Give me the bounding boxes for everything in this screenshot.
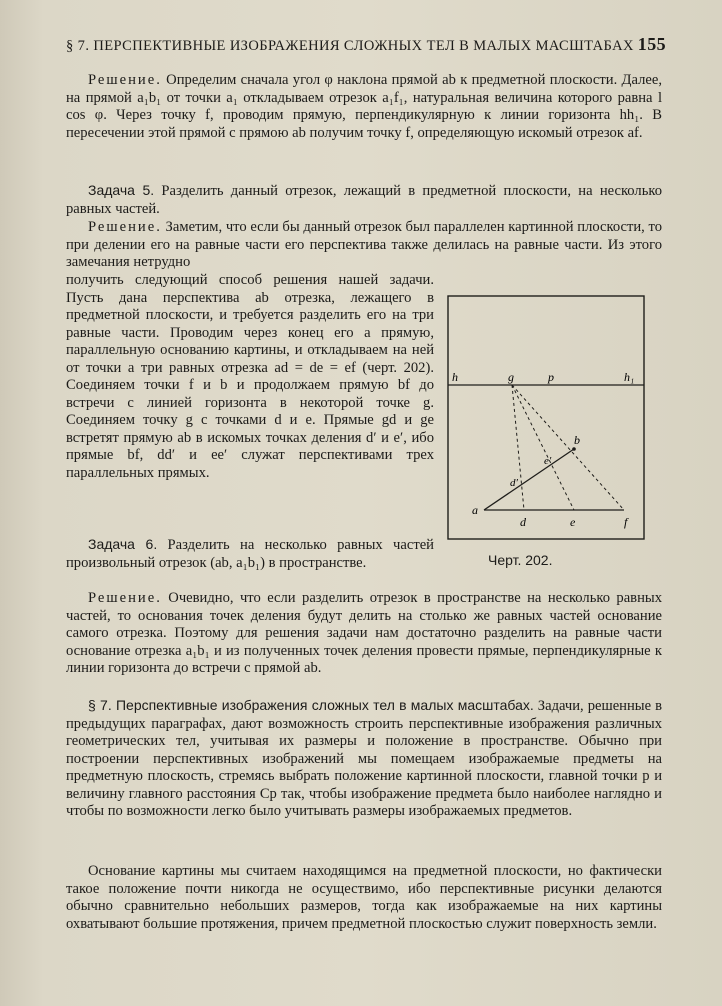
- solution-text: Определим сначала угол φ наклона прямой ab к предметной плоскости. Далее, на прямой a₁b₁ от точки a₁ откладываем отрезок a₁f₁, натуральная величина которого равна l cos φ. Через точку f, проводим прямую, перпендикулярную к линии горизонта hh₁. В пересечении этой прямой с прямою ab получим точку f, определяющую искомый отрезок af.: [66, 72, 662, 141]
- paragraph-task-6: [66, 536, 434, 572]
- task-lead: Задача 6.: [88, 536, 158, 552]
- perspective-drawing: [446, 294, 648, 544]
- solution-text: Очевидно, что если разделить отрезок в пространстве на несколько равных частей, то основания точек деления будут делить на столько же равных частей основание самого отрезка. Поэтому для решения задачи нам достаточно разделить на равные части основание отрезка a₁b₁ и из полученных точек деления провести прямые, перпендикулярные к линии горизонта до встречи с прямой ab.: [66, 590, 662, 677]
- paragraph-section-7: [66, 697, 662, 821]
- label-e-prime: e′: [544, 455, 552, 467]
- solution-lead: Решение.: [88, 219, 162, 235]
- solution-continuation: получить следующий способ решения нашей задачи. Пусть дана перспектива ab отрезка, лежащего в предметной плоскости, и требуется разделить его на три равные части. Проводим через конец его a прямую, параллельную основанию картины, и откладываем на ней от точки a три равных отрезка ad = de = ef (черт. 202). Соединяем точки f и b и продолжаем прямую bf до встречи с линией горизонта в некоторой точке g. Соединяем точку g с точками d и e. Прямые gd и ge встретят прямую ab в искомых точках деления d′ и e′, ибо прямые bf, dd′ и ee′ служат перспективами трех параллельных прямых.: [66, 272, 434, 482]
- paragraph-solution-2: [66, 219, 662, 272]
- solution-lead: Решение.: [88, 590, 162, 606]
- section-text: Задачи, решенные в предыдущих параграфах, дают возможность строить перспективные изображения различных геометрических тел, учитывая их размеры и положение в пространстве. Обычно при построении перспективных изображений мы помещаем изображаемые предметы на предметную плоскость, стремясь выбрать положение картинной плоскости, главной точки p и величину главного расстояния Cp так, чтобы изображение предмета было наиболее наглядно и чтобы по возможности легко было учитывать размеры изображаемых предметов.: [66, 698, 662, 820]
- label-h: h: [452, 370, 458, 384]
- page-number: 155: [637, 34, 666, 54]
- header-title: § 7. ПЕРСПЕКТИВНЫЕ ИЗОБРАЖЕНИЯ СЛОЖНЫХ ТЕЛ В МАЛЫХ МАСШТАБАХ: [66, 38, 634, 54]
- point-b: [572, 447, 576, 451]
- label-d-prime: d′: [510, 477, 518, 489]
- solution-text: Заметим, что если бы данный отрезок был параллелен картинной плоскости, то при делении его на равные части его перспектива также делилась на равные части. Из этого замечания нетрудно: [66, 219, 662, 271]
- line-gd: [512, 385, 524, 510]
- label-h1: h₁: [624, 370, 635, 384]
- paragraph-task-5: [66, 182, 662, 218]
- label-a: a: [472, 503, 478, 517]
- label-f: f: [624, 515, 628, 529]
- figure-202: [446, 294, 648, 544]
- task-text: Разделить данный отрезок, лежащий в предметной плоскости, на несколько равных частей.: [66, 183, 662, 217]
- label-p: p: [548, 370, 554, 384]
- label-b: b: [574, 433, 580, 447]
- section-heading: § 7. Перспективные изображения сложных тел в малых масштабах.: [88, 697, 534, 713]
- paragraph-closing: [66, 863, 662, 933]
- task-text: Разделить на несколько равных частей произвольный отрезок (ab, a₁b₁) в пространстве.: [66, 537, 434, 571]
- segment-ab: [484, 449, 574, 510]
- paragraph-solution-1: [66, 72, 662, 142]
- paragraph-solution-2-cont: [66, 272, 434, 483]
- figure-caption: Черт. 202.: [488, 552, 553, 568]
- label-d: d: [520, 515, 526, 529]
- task-lead: Задача 5.: [88, 182, 155, 198]
- line-gf: [512, 385, 624, 510]
- solution-lead: Решение.: [88, 72, 162, 88]
- closing-text: Основание картины мы считаем находящимся на предметной плоскости, но фактически такое положение почти никогда не осуществимо, ибо перспективные рисунки делаются обычно сравнительно небольших размеров, тогда как изображаемые на них картины охватывают большие протяжения, причем предметной плоскостью служит поверхность земли.: [66, 863, 662, 932]
- label-e: e: [570, 515, 576, 529]
- label-g: g: [508, 370, 514, 384]
- running-header: [66, 34, 666, 58]
- paragraph-solution-3: [66, 590, 662, 678]
- line-ge: [512, 385, 574, 510]
